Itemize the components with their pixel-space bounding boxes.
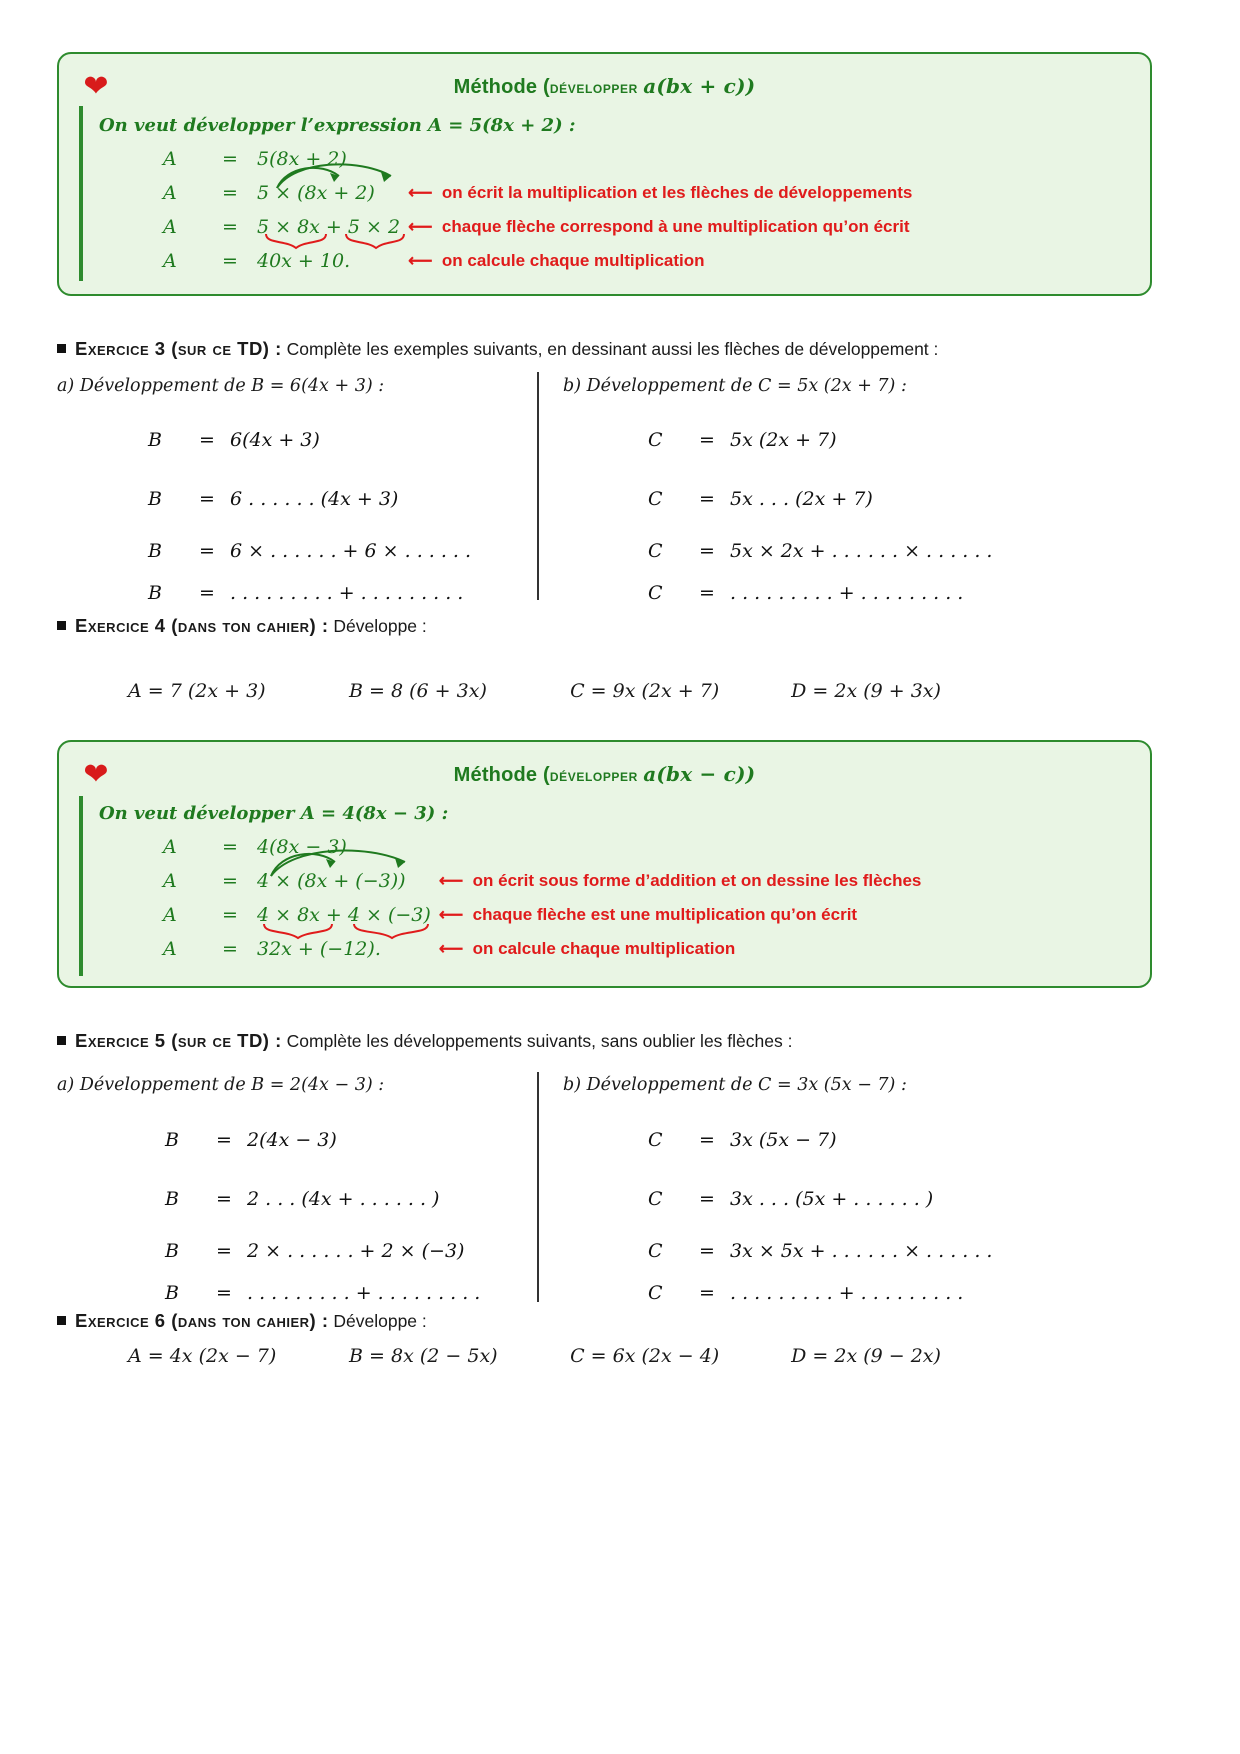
exercise-5-text: Complète les développements suivants, sans oublier les flèches : bbox=[286, 1031, 793, 1051]
method2-note: ⟵ on écrit sous forme d’addition et on dessine les flèches bbox=[438, 871, 922, 890]
exercise-6-items bbox=[128, 1345, 1006, 1367]
heart-icon: ❤ bbox=[83, 758, 109, 791]
method2-green-bar bbox=[79, 796, 83, 976]
exercise-3a-label: a) Développement de B = 6(4x + 3) : bbox=[57, 376, 385, 396]
exercise-3-text: Complète les exemples suivants, en dessinant aussi les flèches de développement : bbox=[286, 339, 939, 359]
exercise-6-item: C = 6x (2x − 4) bbox=[570, 1345, 720, 1367]
method2-title-plain: Méthode ( bbox=[453, 764, 550, 786]
left-arrow-icon: ⟵ bbox=[438, 939, 473, 958]
exercise-3-heading bbox=[57, 338, 938, 360]
exercise-5-title: Exercice 5 (sur ce TD) : bbox=[75, 1030, 282, 1051]
exercise-4-item: D = 2x (9 + 3x) bbox=[791, 680, 941, 702]
work-row: B = 2 . . . (4x + . . . . . . ) bbox=[165, 1188, 440, 1210]
work-row: C = 5x × 2x + . . . . . . × . . . . . . bbox=[648, 540, 993, 562]
work-row: B = 6 × . . . . . . + 6 × . . . . . . bbox=[148, 540, 472, 562]
exercise-3b-label: b) Développement de C = 5x (2x + 7) : bbox=[563, 376, 907, 396]
method1-note: ⟵ on écrit la multiplication et les flèches de développements bbox=[408, 183, 913, 202]
work-row: B = 6 . . . . . . (4x + 3) bbox=[148, 488, 399, 510]
method1-development-arrows bbox=[209, 154, 439, 202]
exercise-4-item: A = 7 (2x + 3) bbox=[128, 680, 266, 702]
exercise-6-item: A = 4x (2x − 7) bbox=[128, 1345, 277, 1367]
exercise-4-item: C = 9x (2x + 7) bbox=[570, 680, 720, 702]
work-row: B = . . . . . . . . . + . . . . . . . . . bbox=[165, 1282, 481, 1304]
method2-title-formula: a(bx − c)) bbox=[643, 762, 756, 786]
left-arrow-icon: ⟵ bbox=[408, 183, 442, 202]
method1-note: ⟵ on calcule chaque multiplication bbox=[408, 251, 705, 270]
exercise-4-text: Développe : bbox=[333, 616, 427, 636]
bullet-square-icon bbox=[57, 1316, 66, 1325]
left-arrow-icon: ⟵ bbox=[438, 905, 473, 924]
method1-underbraces bbox=[264, 232, 464, 262]
method1-title-smallcaps: développer bbox=[549, 78, 644, 97]
work-row: C = . . . . . . . . . + . . . . . . . . . bbox=[648, 1282, 964, 1304]
method2-note: ⟵ on calcule chaque multiplication bbox=[438, 939, 736, 958]
left-arrow-icon: ⟵ bbox=[408, 217, 442, 236]
work-row: B = 2 × . . . . . . + 2 × (−3) bbox=[165, 1240, 465, 1262]
method1-intro: On veut développer l’expression A = 5(8x + 2) : bbox=[99, 115, 576, 136]
exercise-5a-work bbox=[165, 1112, 480, 1314]
method1-title-plain: Méthode ( bbox=[453, 76, 550, 98]
exercise-5-heading bbox=[57, 1030, 792, 1052]
work-row: C = 5x . . . (2x + 7) bbox=[648, 488, 873, 510]
method1-step-row: A = 40x + 10. ⟵ on calcule chaque multiplication bbox=[159, 244, 916, 278]
method1-title-formula: a(bx + c)) bbox=[643, 74, 756, 98]
exercise-3b-work bbox=[648, 412, 992, 614]
method-box-developper-minus bbox=[57, 740, 1152, 988]
work-row: B = 2(4x − 3) bbox=[165, 1129, 337, 1151]
column-divider bbox=[537, 372, 539, 600]
exercise-6-title: Exercice 6 (dans ton cahier) : bbox=[75, 1310, 329, 1331]
exercise-5b-label: b) Développement de C = 3x (5x − 7) : bbox=[563, 1075, 907, 1095]
method2-intro: On veut développer A = 4(8x − 3) : bbox=[99, 803, 449, 824]
method2-note: ⟵ chaque flèche est une multiplication qu’on écrit bbox=[438, 905, 858, 924]
left-arrow-icon: ⟵ bbox=[438, 871, 473, 890]
exercise-4-title: Exercice 4 (dans ton cahier) : bbox=[75, 615, 329, 636]
exercise-3a-work bbox=[148, 412, 471, 614]
exercise-5a-label: a) Développement de B = 2(4x − 3) : bbox=[57, 1075, 385, 1095]
method2-development-arrows bbox=[209, 842, 449, 890]
exercise-5b-work bbox=[648, 1112, 992, 1314]
method1-title bbox=[59, 54, 1150, 99]
exercise-4-heading bbox=[57, 615, 427, 637]
exercise-3-title: Exercice 3 (sur ce TD) : bbox=[75, 338, 282, 359]
method2-step-row: A = 4 × 8x + 4 × (−3) ⟵ chaque flèche est une multiplication qu’on écrit bbox=[159, 898, 925, 932]
method1-step-row: A = 5 × 8x + 5 × 2 ⟵ chaque flèche correspond à une multiplication qu’on écrit bbox=[159, 210, 916, 244]
work-row: C = 3x × 5x + . . . . . . × . . . . . . bbox=[648, 1240, 993, 1262]
work-row: C = 3x (5x − 7) bbox=[648, 1129, 837, 1151]
method2-title bbox=[59, 742, 1150, 787]
exercise-6-item: D = 2x (9 − 2x) bbox=[791, 1345, 941, 1367]
left-arrow-icon: ⟵ bbox=[408, 251, 442, 270]
method2-step-row: A = 4 × (8x + (−3)) ⟵ on écrit sous forme d’addition et on dessine les flèches bbox=[159, 864, 925, 898]
work-row: B = . . . . . . . . . + . . . . . . . . . bbox=[148, 582, 464, 604]
exercise-6-item: B = 8x (2 − 5x) bbox=[349, 1345, 498, 1367]
method2-step-row: A = 4(8x − 3) bbox=[163, 836, 347, 858]
method-box-developper-plus bbox=[57, 52, 1152, 296]
method2-title-smallcaps: développer bbox=[549, 766, 644, 785]
method1-step-row: A = 5 × (8x + 2) ⟵ on écrit la multiplication et les flèches de développements bbox=[159, 176, 916, 210]
bullet-square-icon bbox=[57, 344, 66, 353]
bullet-square-icon bbox=[57, 1036, 66, 1045]
exercise-4-item: B = 8 (6 + 3x) bbox=[349, 680, 487, 702]
method1-green-bar bbox=[79, 106, 83, 281]
work-row: B = 6(4x + 3) bbox=[148, 429, 320, 451]
work-row: C = 5x (2x + 7) bbox=[648, 429, 837, 451]
exercise-4-items bbox=[128, 680, 1006, 702]
method2-step-row: A = 32x + (−12). ⟵ on calcule chaque multiplication bbox=[159, 932, 925, 966]
column-divider bbox=[537, 1072, 539, 1302]
work-row: C = . . . . . . . . . + . . . . . . . . . bbox=[648, 582, 964, 604]
exercise-6-heading bbox=[57, 1310, 427, 1332]
bullet-square-icon bbox=[57, 621, 66, 630]
method2-underbraces bbox=[262, 922, 482, 952]
heart-icon: ❤ bbox=[83, 70, 109, 103]
exercise-6-text: Développe : bbox=[333, 1311, 427, 1331]
method1-note: ⟵ chaque flèche correspond à une multiplication qu’on écrit bbox=[408, 217, 910, 236]
work-row: C = 3x . . . (5x + . . . . . . ) bbox=[648, 1188, 934, 1210]
method1-step-row: A = 5(8x + 2) bbox=[163, 148, 347, 170]
